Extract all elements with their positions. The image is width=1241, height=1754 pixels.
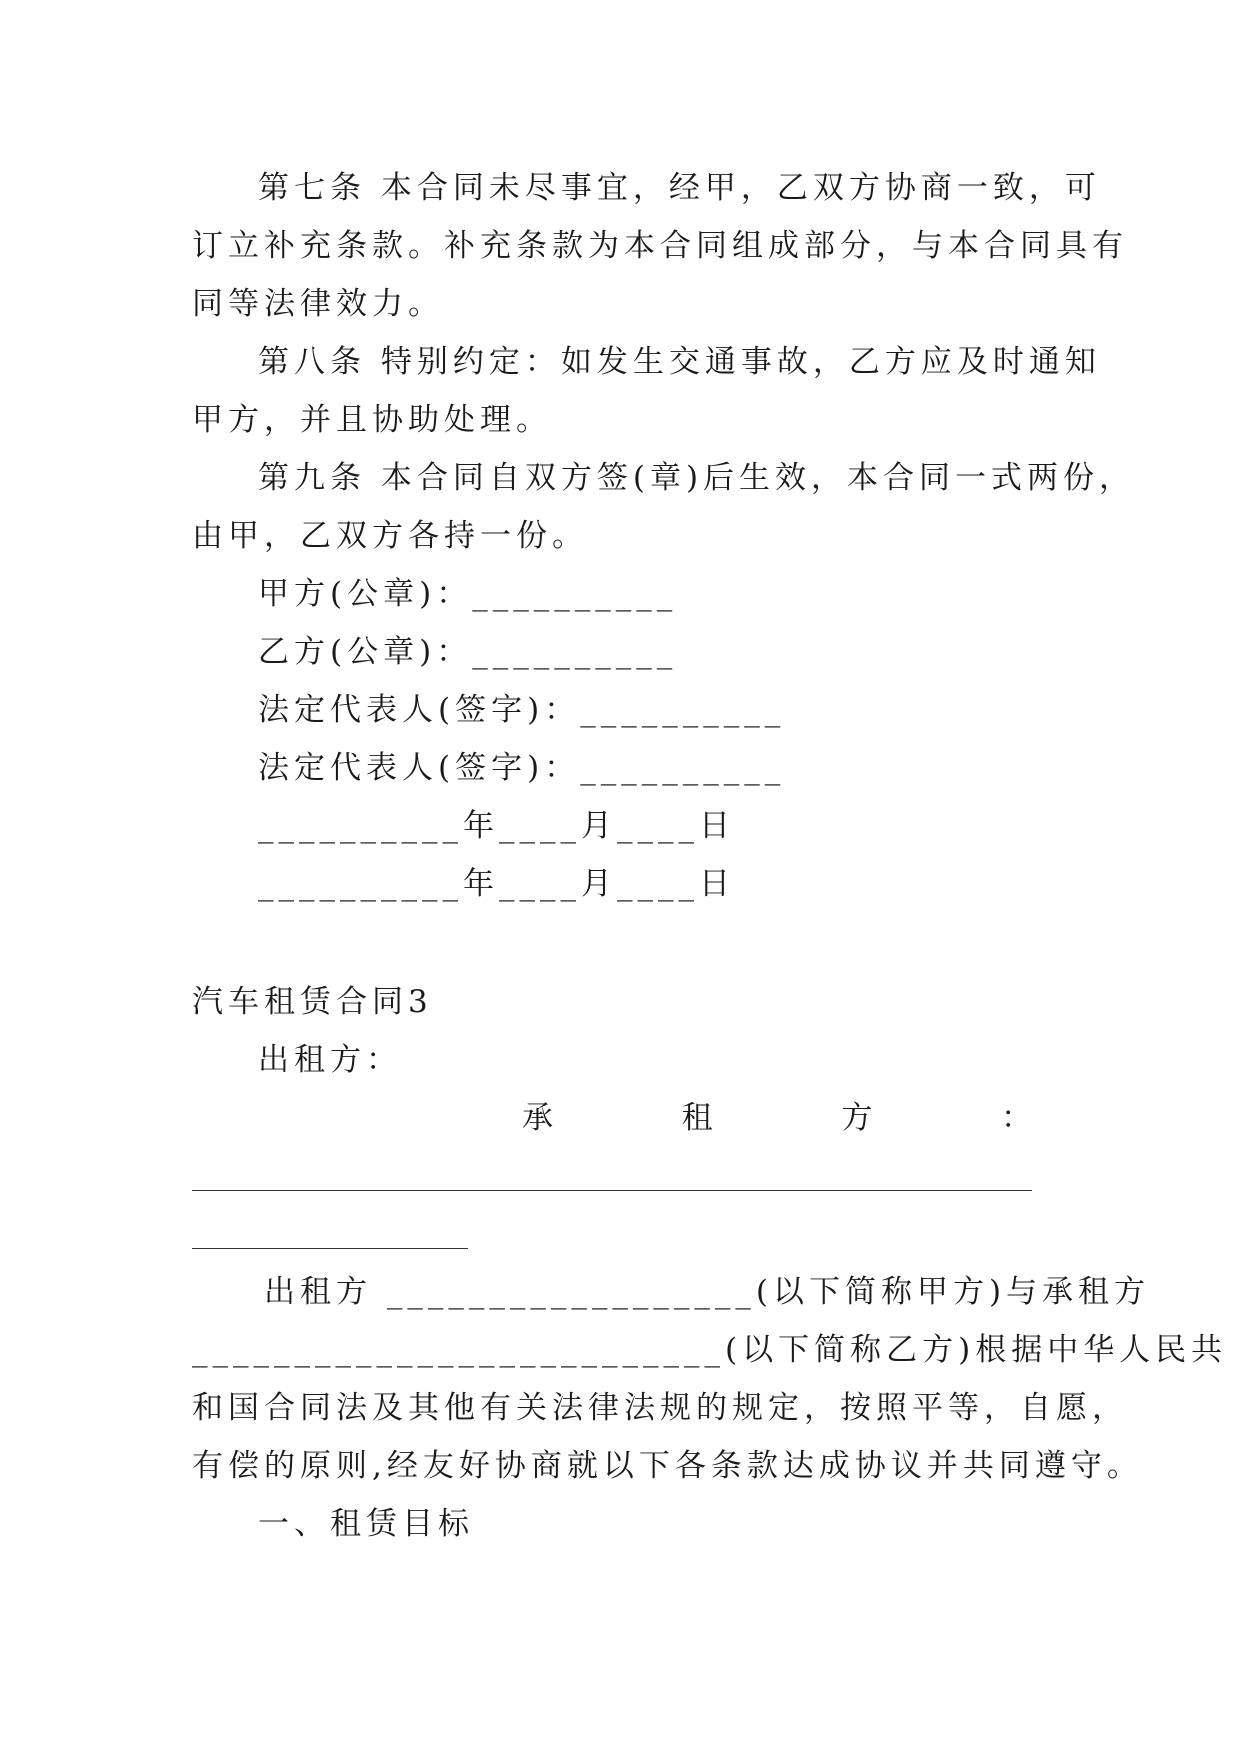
legal-rep-signature-line-2: 法定代表人(签字)：__________ xyxy=(258,750,786,786)
lessee-label: 承 租 方 ： xyxy=(522,1100,1032,1136)
article-7-line-2: 订立补充条款。补充条款为本合同组成部分，与本合同具有 xyxy=(192,228,1128,264)
party-a-seal-line: 甲方(公章)：__________ xyxy=(258,576,678,612)
article-7-line-3: 同等法律效力。 xyxy=(192,286,444,322)
article-7-line-1: 第七条 本合同未尽事宜，经甲，乙双方协商一致，可 xyxy=(258,170,1101,206)
date-line-2: __________年____月____日 xyxy=(258,866,735,902)
date-line-1: __________年____月____日 xyxy=(258,808,735,844)
article-9-line-2: 由甲，乙双方各持一份。 xyxy=(192,518,588,554)
lessee-blank-line-2 xyxy=(192,1248,468,1249)
intro-line-4: 有偿的原则,经友好协商就以下各条款达成协议并共同遵守。 xyxy=(192,1448,1143,1484)
article-8-line-1: 第八条 特别约定：如发生交通事故，乙方应及时通知 xyxy=(258,344,1101,380)
article-8-line-2: 甲方，并且协助处理。 xyxy=(192,402,552,438)
article-9-line-1: 第九条 本合同自双方签(章)后生效，本合同一式两份， xyxy=(258,460,1136,496)
intro-line-2: __________________________(以下简称乙方)根据中华人民共 xyxy=(192,1332,1228,1368)
lessee-blank-line-1 xyxy=(192,1190,1032,1191)
intro-line-1: 出租方 __________________(以下简称甲方)与承租方 xyxy=(264,1274,1151,1310)
intro-line-3: 和国合同法及其他有关法律法规的规定，按照平等，自愿， xyxy=(192,1390,1128,1426)
heading-lease-target: 一、租赁目标 xyxy=(258,1506,474,1542)
lessor-label: 出租方： xyxy=(258,1042,402,1078)
legal-rep-signature-line-1: 法定代表人(签字)：__________ xyxy=(258,692,786,728)
party-b-seal-line: 乙方(公章)：__________ xyxy=(258,634,678,670)
section-title: 汽车租赁合同3 xyxy=(192,984,433,1020)
